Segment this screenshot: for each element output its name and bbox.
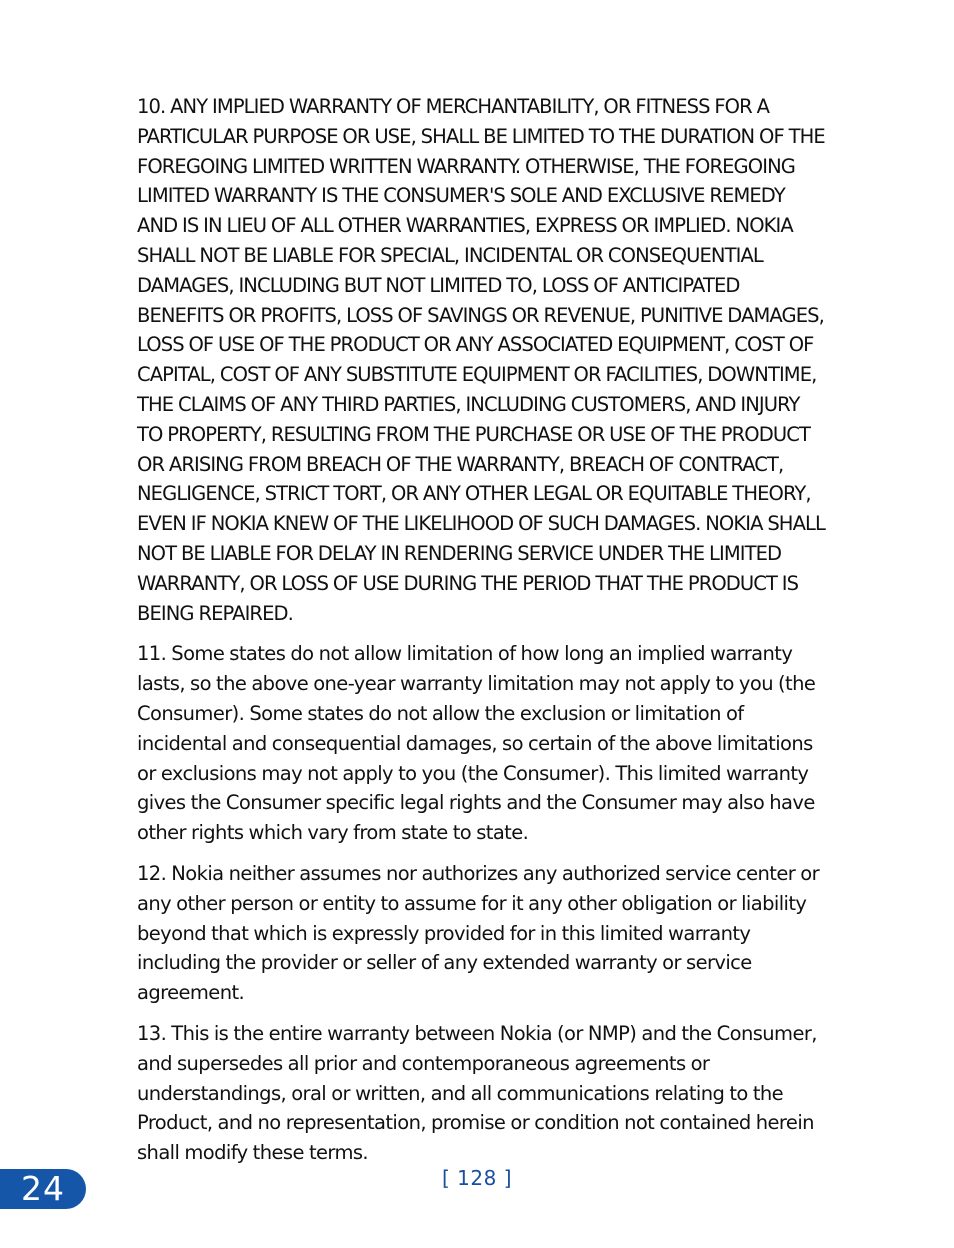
chapter-number-tab: 24: [0, 1169, 86, 1209]
paragraph-13: 13. This is the entire warranty between Nokia (or NMP) and the Consumer, and supersedes all prior and contemporaneous agreements or understandings, oral or written, and all communications relating to the Product, and no representation, promise or condition not contained herein shall modify these terms.: [137, 1021, 817, 1165]
paragraph-10: 10. ANY IMPLIED WARRANTY OF MERCHANTABILITY, OR FITNESS FOR A PARTICULAR PURPOSE OR USE, SHALL BE LIMITED TO THE DURATION OF THE FOREGOING LIMITED WRITTEN WARRANTY. OTHERWISE, THE FOREGOING LIMITED WARRANTY IS THE CONSUMER'S SOLE AND EXCLUSIVE REMEDY AND IS IN LIEU OF ALL OTHER WARRANTIES, EXPRESS OR IMPLIED. NOKIA SHALL NOT BE LIABLE FOR SPECIAL, INCIDENTAL OR CONSEQUENTIAL DAMAGES, INCLUDING BUT NOT LIMITED TO, LOSS OF ANTICIPATED BENEFITS OR PROFITS, LOSS OF SAVINGS OR REVENUE, PUNITIVE DAMAGES, LOSS OF USE OF THE PRODUCT OR ANY ASSOCIATED EQUIPMENT, COST OF CAPITAL, COST OF ANY SUBSTITUTE EQUIPMENT OR FACILITIES, DOWNTIME, THE CLAIMS OF ANY THIRD PARTIES, INCLUDING CUSTOMERS, AND INJURY TO PROPERTY, RESULTING FROM THE PURCHASE OR USE OF THE PRODUCT OR ARISING FROM BREACH OF THE WARRANTY, BREACH OF CONTRACT, NEGLIGENCE, STRICT TORT, OR ANY OTHER LEGAL OR EQUITABLE THEORY, EVEN IF NOKIA KNEW OF THE LIKELIHOOD OF SUCH DAMAGES. NOKIA SHALL NOT BE LIABLE FOR DELAY IN RENDERING SERVICE UNDER THE LIMITED WARRANTY, OR LOSS OF USE DURING THE PERIOD THAT THE PRODUCT IS BEING REPAIRED.: [137, 95, 825, 625]
document-body: [137, 92, 829, 1179]
paragraph-11: 11. Some states do not allow limitation of how long an implied warranty lasts, so the above one-year warranty limitation may not apply to you (the Consumer). Some states do not allow the exclusion or limitation of incidental and consequential damages, so certain of the above limitations or exclusions may not apply to you (the Consumer). This limited warranty gives the Consumer specific legal rights and the Consumer may also have other rights which vary from state to state.: [137, 642, 816, 845]
paragraph-12: 12. Nokia neither assumes nor authorizes any authorized service center or any other person or entity to assume for it any other obligation or liability beyond that which is expressly provided for in this limited warranty including the provider or seller of any extended warranty or service agreement.: [137, 861, 819, 1005]
page-number: [ 128 ]: [442, 1166, 512, 1190]
